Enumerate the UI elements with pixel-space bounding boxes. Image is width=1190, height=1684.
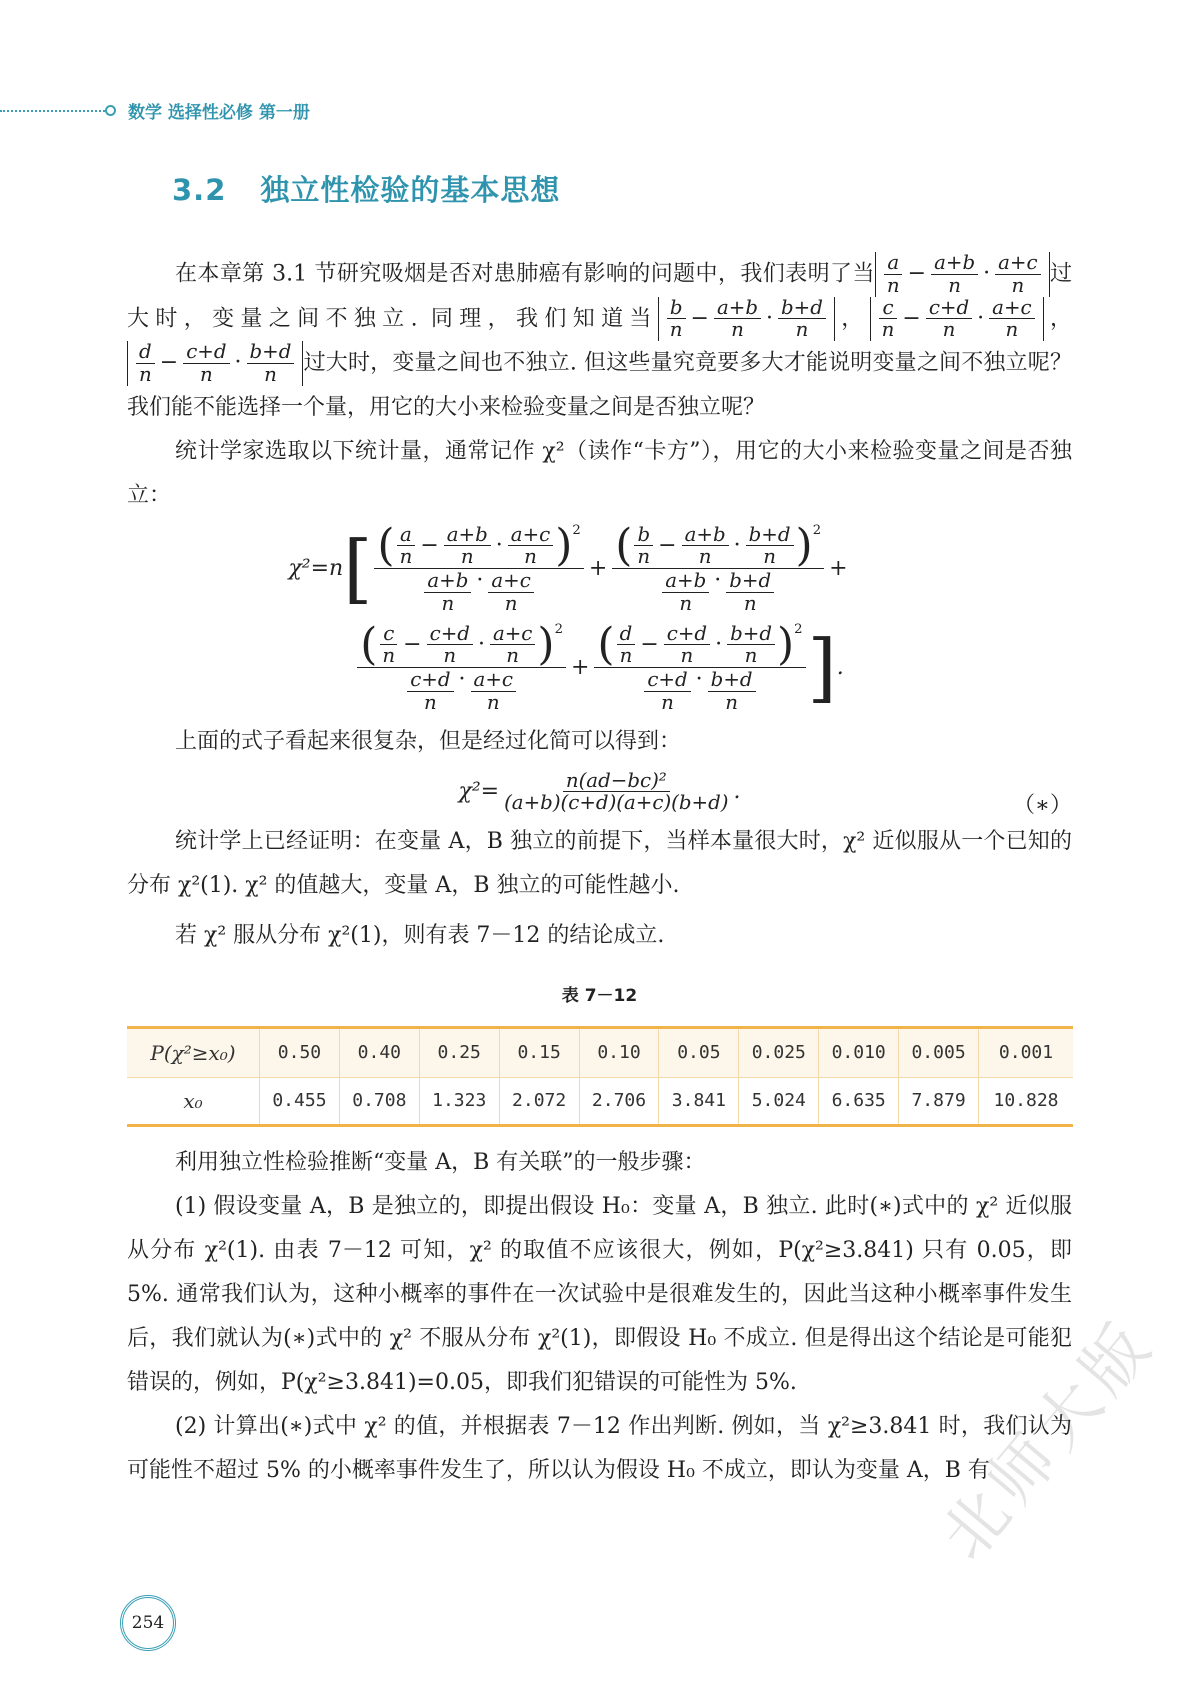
table-caption: 表 7－12 — [561, 986, 638, 1007]
numerator: d — [136, 341, 155, 364]
table-row-probability — [127, 1028, 1073, 1078]
math-symbol: · — [983, 261, 991, 287]
fraction — [726, 570, 774, 615]
header-circle-icon — [105, 105, 116, 116]
math-symbol: · — [733, 532, 741, 558]
denominator: n — [637, 545, 651, 569]
right-paren: ) — [795, 519, 813, 571]
paragraph — [127, 252, 1072, 430]
numerator: a+c — [989, 297, 1034, 320]
section-title-text: 独立性检验的基本思想 — [260, 173, 561, 207]
absolute-value — [875, 252, 1050, 297]
numerator: c+d — [407, 669, 453, 692]
page-number: 254 — [120, 1595, 176, 1651]
left-paren: ( — [615, 519, 633, 571]
fraction — [136, 341, 155, 386]
numerator: b — [667, 297, 686, 320]
numerator: c+d — [427, 623, 473, 646]
fraction — [682, 524, 729, 569]
math-symbol: − — [403, 631, 422, 657]
formula-term — [594, 618, 805, 714]
plus: + — [829, 556, 848, 582]
fraction — [746, 524, 794, 569]
math-symbol: − — [690, 305, 709, 331]
p-value-cell: 0.010 — [819, 1028, 899, 1078]
paragraph: 统计学上已经证明：在变量 A，B 独立的前提下，当样本量很大时，χ² 近似服从一个已知的分布 χ²(1). χ² 的值越大，变量 A，B 独立的可能性越小. — [127, 829, 1072, 899]
formula-term — [357, 618, 566, 714]
parenthesized — [615, 519, 822, 571]
fraction — [407, 669, 453, 714]
fraction — [667, 297, 686, 342]
left-paren: ( — [377, 519, 395, 571]
numerator: b+d — [247, 341, 295, 364]
x0-value-cell: 5.024 — [739, 1078, 819, 1126]
right-paren: ) — [555, 519, 573, 571]
numerator: a+c — [488, 570, 533, 593]
denominator: n — [669, 318, 683, 342]
fraction — [488, 570, 533, 615]
numerator: b+d — [726, 570, 774, 593]
running-header — [0, 98, 310, 123]
formula-lhs: χ²=n — [288, 556, 344, 582]
paragraph-text: 过大时，变量之间也不独立. 但这些量究竟要多大才能说明变量之间不独立呢？我们能不能选择一个量，用它的大小来检验变量之间是否独立呢？ — [127, 350, 1072, 420]
denominator: n — [619, 644, 633, 668]
paragraph: (2) 计算出(∗)式中 χ² 的值，并根据表 7－12 作出判断. 例如，当 χ²≥3.841 时，我们认为可能性不超过 5% 的小概率事件发生了，所以认为假设 H₀ 不成立，即认为变量 A，B 有 — [127, 1414, 1072, 1484]
formula-tag: （∗） — [1013, 792, 1072, 818]
numerator: b+d — [746, 524, 794, 547]
numerator: a+b — [662, 570, 709, 593]
math-symbol: · — [477, 631, 485, 657]
numerator: a — [397, 524, 415, 547]
parenthesized — [597, 618, 803, 670]
plus: + — [570, 655, 590, 681]
fraction — [247, 341, 295, 386]
term-numerator — [374, 519, 583, 571]
fraction — [664, 623, 710, 668]
parenthesized — [377, 519, 581, 571]
fraction — [644, 669, 690, 714]
plus: + — [588, 556, 608, 582]
math-symbol: − — [159, 350, 179, 376]
paragraph — [127, 430, 1072, 518]
denominator: n — [460, 545, 474, 569]
row-header: P(χ²≥x₀) — [127, 1028, 260, 1078]
book-title: 数学 选择性必修 第一册 — [128, 103, 310, 123]
fraction — [926, 297, 972, 342]
denominator: n — [486, 690, 500, 714]
paragraph: 若 χ² 服从分布 χ²(1)，则有表 7－12 的结论成立. — [175, 923, 665, 949]
denominator: n — [399, 545, 413, 569]
x0-value-cell: 1.323 — [419, 1078, 499, 1126]
numerator: b+d — [708, 669, 756, 692]
section-title — [172, 168, 560, 209]
p-value-cell: 0.10 — [579, 1028, 659, 1078]
denominator: n — [441, 591, 455, 615]
term-numerator — [357, 618, 566, 670]
denominator: n — [661, 690, 674, 714]
formula-line — [127, 618, 1072, 714]
formula-lhs: χ²= — [458, 778, 500, 804]
paragraph-text: 在本章第 3.1 节研究吸烟是否对患肺癌有影响的问题中，我们表明了当 — [175, 261, 875, 287]
denominator: n — [506, 644, 520, 668]
numerator: a+c — [490, 623, 535, 646]
p-value-cell: 0.25 — [419, 1028, 499, 1078]
fraction — [727, 623, 775, 668]
fraction — [931, 252, 978, 297]
inline-formula — [127, 341, 303, 386]
row-header: x₀ — [127, 1078, 260, 1126]
denominator: n — [881, 318, 895, 342]
term-numerator — [594, 618, 805, 670]
fraction — [397, 524, 416, 569]
numerator: a+c — [995, 252, 1040, 275]
denominator: n — [1005, 318, 1019, 342]
numerator: a+b — [444, 524, 491, 547]
numerator: c+d — [926, 297, 972, 320]
fraction — [995, 252, 1040, 297]
numerator: b+d — [778, 297, 826, 320]
math-symbol: · — [695, 667, 703, 693]
fraction — [989, 297, 1034, 342]
denominator: n — [698, 545, 712, 569]
math-symbol: · — [714, 568, 722, 594]
numerator: b — [634, 524, 653, 547]
numerator: a — [884, 252, 902, 275]
fraction — [427, 623, 473, 668]
x0-value-cell: 0.708 — [339, 1078, 419, 1126]
paragraph: (1) 假设变量 A，B 是独立的，即提出假设 H₀：变量 A，B 独立. 此时(∗)式中的 χ² 近似服从分布 χ²(1). 由表 7－12 可知，χ² 的取值不应该很大，例如，P(χ²≥3.841) 只有 0.05，即 5%. 通常我们认为，这种小概率的事件在一次试验中是很难发生的，因此当这种小概率事件发生后，我们就认为(∗)式中的 χ² 不服从分布 χ²(1)，即假设 H₀ 不成立. 但是得出这个结论是可能犯错误的，例如，P(χ²≥3.841)=0.05，即我们犯错误的可能性为 5%. — [127, 1194, 1072, 1396]
exponent: 2 — [812, 522, 822, 538]
inline-formula — [658, 297, 835, 342]
p-value-cell: 0.001 — [979, 1028, 1073, 1078]
formula-numerator: n(ad−bc)² — [563, 770, 670, 793]
x0-value-cell: 2.706 — [579, 1078, 659, 1126]
math-symbol: − — [907, 261, 927, 287]
paragraph-text: 过大时，变量之间不独立. 同理，我们知道当 — [127, 261, 1072, 331]
denominator: n — [795, 318, 809, 342]
fraction — [634, 524, 653, 569]
denominator: n — [1011, 273, 1025, 297]
p-value-cell: 0.15 — [499, 1028, 579, 1078]
p-value-cell: 0.005 — [899, 1028, 979, 1078]
page-body — [127, 252, 1072, 1493]
fraction — [508, 524, 553, 569]
chi-square-critical-value-table — [127, 1026, 1073, 1127]
formula-term — [612, 519, 824, 615]
simplify-text: 上面的式子看起来很复杂，但是经过化简可以得到： — [175, 728, 682, 754]
numerator: a+c — [471, 669, 516, 692]
inline-formula — [870, 297, 1044, 342]
denominator: n — [264, 362, 277, 386]
term-numerator — [612, 519, 824, 571]
header-dotted-rule — [0, 110, 105, 112]
numerator: d — [617, 623, 636, 646]
term-denominator — [402, 668, 521, 714]
x0-value-cell: 2.072 — [499, 1078, 579, 1126]
paragraph-text: 统计学家选取以下统计量，通常记作 χ²（读作“卡方”），用它的大小来检验变量之间是否独立： — [127, 438, 1072, 508]
math-symbol: · — [476, 568, 484, 594]
numerator: c+d — [183, 341, 229, 364]
denominator: n — [886, 273, 900, 297]
x0-value-cell: 3.841 — [659, 1078, 739, 1126]
fraction — [444, 524, 491, 569]
inline-formula — [875, 252, 1050, 297]
denominator: n — [942, 318, 956, 342]
paragraph: 利用独立性检验推断“变量 A，B 有关联”的一般步骤： — [175, 1150, 706, 1176]
numerator: a+c — [508, 524, 553, 547]
p-value-cell: 0.50 — [260, 1028, 340, 1078]
left-paren: ( — [597, 618, 615, 670]
formula-period: . — [733, 778, 741, 804]
denominator: n — [524, 545, 537, 569]
section-number: 3.2 — [172, 173, 227, 207]
math-symbol: · — [495, 532, 503, 558]
formula-term — [374, 519, 583, 615]
denominator: n — [504, 591, 518, 615]
math-symbol: · — [234, 350, 242, 376]
fraction — [183, 341, 229, 386]
fraction — [490, 623, 535, 668]
denominator: n — [731, 318, 744, 342]
denominator: n — [948, 273, 961, 297]
chi-square-definition-formula — [127, 519, 1072, 714]
fraction — [708, 669, 756, 714]
right-paren: ) — [537, 618, 555, 670]
denominator: n — [382, 644, 396, 668]
x0-value-cell: 7.879 — [899, 1078, 979, 1126]
math-symbol: − — [420, 532, 439, 558]
fraction — [884, 252, 903, 297]
formula-line — [67, 519, 1072, 615]
numerator: c+d — [664, 623, 710, 646]
denominator: n — [680, 644, 694, 668]
numerator: c — [380, 623, 397, 646]
left-bracket: [ — [343, 524, 373, 612]
term-denominator — [639, 668, 760, 714]
left-paren: ( — [360, 618, 378, 670]
fraction — [662, 570, 709, 615]
math-symbol: · — [458, 667, 466, 693]
period: . — [836, 655, 844, 681]
paragraph-text: ， — [1043, 305, 1072, 331]
math-symbol: − — [658, 532, 677, 558]
denominator: n — [679, 591, 693, 615]
p-value-cell: 0.05 — [659, 1028, 739, 1078]
fraction — [714, 297, 761, 342]
denominator: n — [199, 362, 213, 386]
math-symbol: · — [766, 305, 774, 331]
term-denominator — [657, 569, 779, 615]
chi-square-simplified-formula — [127, 768, 1072, 818]
absolute-value — [658, 297, 835, 342]
numerator: b+d — [727, 623, 775, 646]
right-paren: ) — [776, 618, 795, 670]
fraction — [379, 623, 398, 668]
denominator: n — [139, 362, 152, 386]
math-symbol: · — [715, 631, 723, 657]
math-symbol: − — [902, 305, 921, 331]
denominator: n — [443, 644, 457, 668]
fraction — [778, 297, 826, 342]
denominator: n — [763, 545, 776, 569]
math-symbol: − — [640, 631, 659, 657]
absolute-value — [870, 297, 1044, 342]
numerator: a+b — [424, 570, 471, 593]
right-bracket: ] — [807, 624, 837, 712]
p-value-cell: 0.025 — [739, 1028, 819, 1078]
exponent: 2 — [554, 621, 563, 637]
x0-value-cell: 0.455 — [260, 1078, 340, 1126]
exponent: 2 — [572, 522, 581, 538]
p-value-cell: 0.40 — [339, 1028, 419, 1078]
x0-value-cell: 10.828 — [979, 1078, 1073, 1126]
numerator: a+b — [682, 524, 729, 547]
numerator: c+d — [644, 669, 690, 692]
denominator: n — [744, 644, 758, 668]
parenthesized — [360, 618, 563, 670]
numerator: a+b — [931, 252, 978, 275]
math-symbol: · — [977, 305, 985, 331]
x0-value-cell: 6.635 — [819, 1078, 899, 1126]
absolute-value — [127, 341, 303, 386]
numerator: c — [879, 297, 896, 320]
intro-paragraphs — [127, 252, 1072, 518]
formula-denominator: (a+b)(c+d)(a+c)(b+d) — [504, 791, 729, 815]
paragraph-text: ， — [834, 305, 870, 331]
term-denominator — [419, 569, 538, 615]
fraction — [617, 623, 636, 668]
denominator: n — [725, 690, 738, 714]
denominator: n — [743, 591, 757, 615]
fraction — [424, 570, 471, 615]
watermark: 北师大版 — [927, 1305, 1170, 1574]
denominator: n — [423, 690, 437, 714]
fraction — [879, 297, 898, 342]
table-row-critical-value — [127, 1078, 1073, 1126]
fraction — [471, 669, 516, 714]
exponent: 2 — [794, 621, 803, 637]
numerator: a+b — [714, 297, 761, 320]
